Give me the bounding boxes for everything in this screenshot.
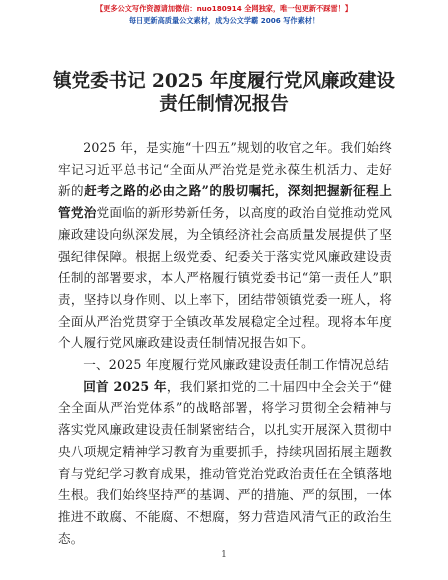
promo-banner bbox=[0, 3, 448, 26]
summary-paragraph bbox=[58, 376, 392, 550]
promo-line-1: 【更多公文写作资源请加微信：nuo180914 全网独家，唯一包更新不踩雷！】 bbox=[95, 4, 353, 13]
intro-text-2: 党面临的新形势新任务，以高度的政治自觉推动党风廉政建设向纵深发展，为全镇经济社会高质量发展提供了坚强纪律保障。根据上级党委、纪委关于落实党风廉政建设责任制的部署要求，本人严格履行镇党委书记“第一责任人”职责，坚持以身作则、以上率下，团结带领镇党委一班人，将全面从严治党贯穿于全镇改革发展稳定全过程。现将本年度个人履行党风廉政建设责任制情况报告如下。 bbox=[58, 205, 392, 351]
promo-line-2: 每日更新高质量公文素材，成为公文学霸 2006 写作素材！ bbox=[128, 16, 320, 25]
page-number: 1 bbox=[221, 550, 227, 560]
section-heading-1: 一、2025 年度履行党风廉政建设责任制工作情况总结 bbox=[83, 357, 389, 373]
document-title: 镇党委书记 2025 年度履行党风廉政建设责任制情况报告 bbox=[53, 71, 395, 115]
intro-text-1: 2025 年，是实施“十四五”规划的收官之年。我们始终牢记习近平总书记“全面从严治党是党永葆生机活力、走好新的 bbox=[58, 140, 392, 199]
summary-text: ，我们紧扣党的二十届四中全会关于“健全全面从严治党体系”的战略部署，将学习贯彻全会精神与落实党风廉政建设责任制紧密结合，以扎实开展深入贯彻中央八项规定精神学习教育为重要抓手，持续巩固拓展主题教育与党纪学习教育成果，推动管党治党政治责任在全镇落地生根。我们始终坚持严的基调、严的措施、严的氛围，一体推进不敢腐、不能腐、不想腐，努力营造风清气正的政治生态。 bbox=[58, 378, 393, 546]
document-body bbox=[58, 137, 392, 549]
summary-emphasis: 回首 2025 年 bbox=[83, 378, 167, 394]
intro-paragraph bbox=[58, 137, 392, 354]
intro-emphasis: 赶考之路的必由之路”的殷切嘱托，深刻把握新征程上管党治 bbox=[58, 183, 392, 221]
